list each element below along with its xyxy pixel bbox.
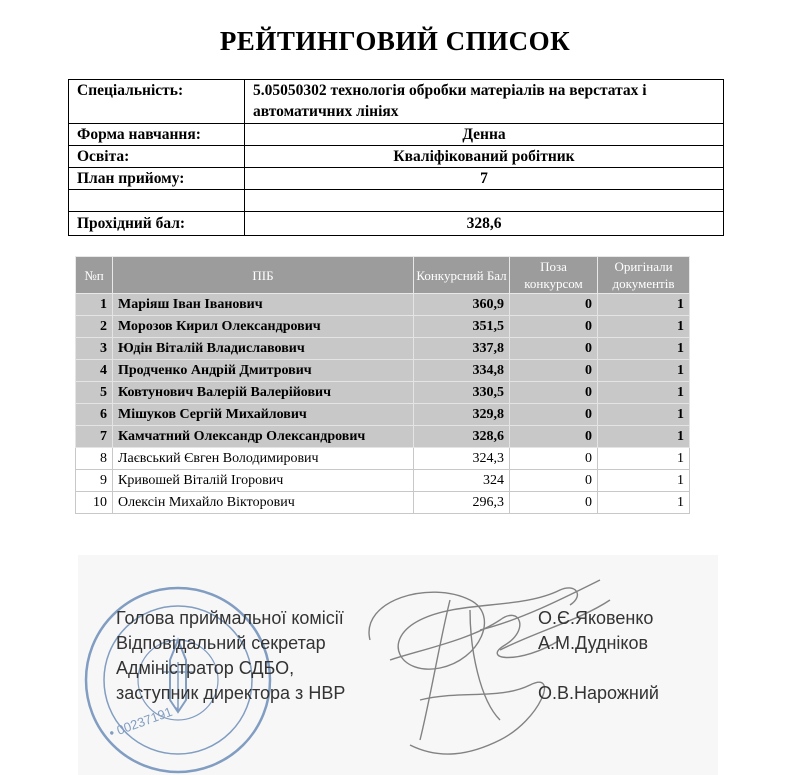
row-originals: 1 (598, 294, 690, 316)
row-originals: 1 (598, 404, 690, 426)
row-score: 330,5 (414, 382, 510, 404)
role-line: Голова приймальної комісії (116, 608, 344, 628)
row-out-of-competition: 0 (510, 294, 598, 316)
education-label: Освіта: (69, 146, 245, 168)
row-number: 10 (76, 492, 113, 514)
row-originals: 1 (598, 360, 690, 382)
passing-label: Прохідний бал: (69, 212, 245, 236)
row-out-of-competition: 0 (510, 316, 598, 338)
row-name: Морозов Кирил Олександрович (113, 316, 414, 338)
row-out-of-competition: 0 (510, 382, 598, 404)
plan-value: 7 (245, 168, 724, 190)
row-number: 6 (76, 404, 113, 426)
signature-roles (116, 606, 345, 706)
row-name: Маріяш Іван Іванович (113, 294, 414, 316)
row-score: 324 (414, 470, 510, 492)
row-out-of-competition: 0 (510, 448, 598, 470)
row-number: 3 (76, 338, 113, 360)
row-number: 2 (76, 316, 113, 338)
signer-name: А.М.Дудніков (538, 633, 649, 653)
row-number: 8 (76, 448, 113, 470)
row-name: Кривошей Віталій Ігорович (113, 470, 414, 492)
row-name: Юдін Віталій Владиславович (113, 338, 414, 360)
row-originals: 1 (598, 316, 690, 338)
signer-name: О.Є.Яковенко (538, 608, 654, 628)
row-originals: 1 (598, 338, 690, 360)
signer-name (538, 656, 659, 681)
row-name: Продченко Андрій Дмитрович (113, 360, 414, 382)
row-out-of-competition: 0 (510, 338, 598, 360)
row-name: Лаєвський Євген Володимирович (113, 448, 414, 470)
row-number: 7 (76, 426, 113, 448)
row-originals: 1 (598, 492, 690, 514)
specialty-value: 5.05050302 технологія обробки матеріалів на верстатах і автоматичних лініях (245, 80, 724, 124)
row-score: 351,5 (414, 316, 510, 338)
signature-names (538, 606, 659, 706)
signer-name: О.В.Нарожний (538, 683, 659, 703)
row-score: 337,8 (414, 338, 510, 360)
row-number: 5 (76, 382, 113, 404)
svg-text:• 00237191 •: • 00237191 • (107, 701, 182, 741)
row-score: 296,3 (414, 492, 510, 514)
form-value: Денна (245, 124, 724, 146)
row-score: 324,3 (414, 448, 510, 470)
header-out-of-competition: Поза конкурсом (510, 257, 598, 294)
row-originals: 1 (598, 382, 690, 404)
row-name: Мішуков Сергій Михайлович (113, 404, 414, 426)
row-originals: 1 (598, 448, 690, 470)
row-score: 334,8 (414, 360, 510, 382)
row-number: 9 (76, 470, 113, 492)
education-value: Кваліфікований робітник (245, 146, 724, 168)
passing-value: 328,6 (245, 212, 724, 236)
row-score: 360,9 (414, 294, 510, 316)
row-number: 4 (76, 360, 113, 382)
row-number: 1 (76, 294, 113, 316)
row-originals: 1 (598, 426, 690, 448)
row-out-of-competition: 0 (510, 492, 598, 514)
header-score: Конкурсний Бал (414, 257, 510, 294)
row-name: Олексін Михайло Вікторович (113, 492, 414, 514)
header-originals: Оригінали документів (598, 257, 690, 294)
header-number: №п (76, 257, 113, 294)
header-name: ПІБ (113, 257, 414, 294)
specialty-label: Спеціальність: (69, 80, 245, 124)
row-out-of-competition: 0 (510, 360, 598, 382)
row-name: Ковтунович Валерій Валерійович (113, 382, 414, 404)
role-line: заступник директора з НВР (116, 683, 346, 703)
row-out-of-competition: 0 (510, 404, 598, 426)
row-name: Камчатний Олександр Олександрович (113, 426, 414, 448)
row-originals: 1 (598, 470, 690, 492)
form-label: Форма навчання: (69, 124, 245, 146)
row-score: 328,6 (414, 426, 510, 448)
row-out-of-competition: 0 (510, 470, 598, 492)
plan-label: План прийому: (69, 168, 245, 190)
row-out-of-competition: 0 (510, 426, 598, 448)
row-score: 329,8 (414, 404, 510, 426)
role-line: Адміністратор СДБО, (116, 658, 295, 678)
page-title: РЕЙТИНГОВИЙ СПИСОК (219, 26, 571, 56)
role-line: Відповідальний секретар (116, 633, 326, 653)
